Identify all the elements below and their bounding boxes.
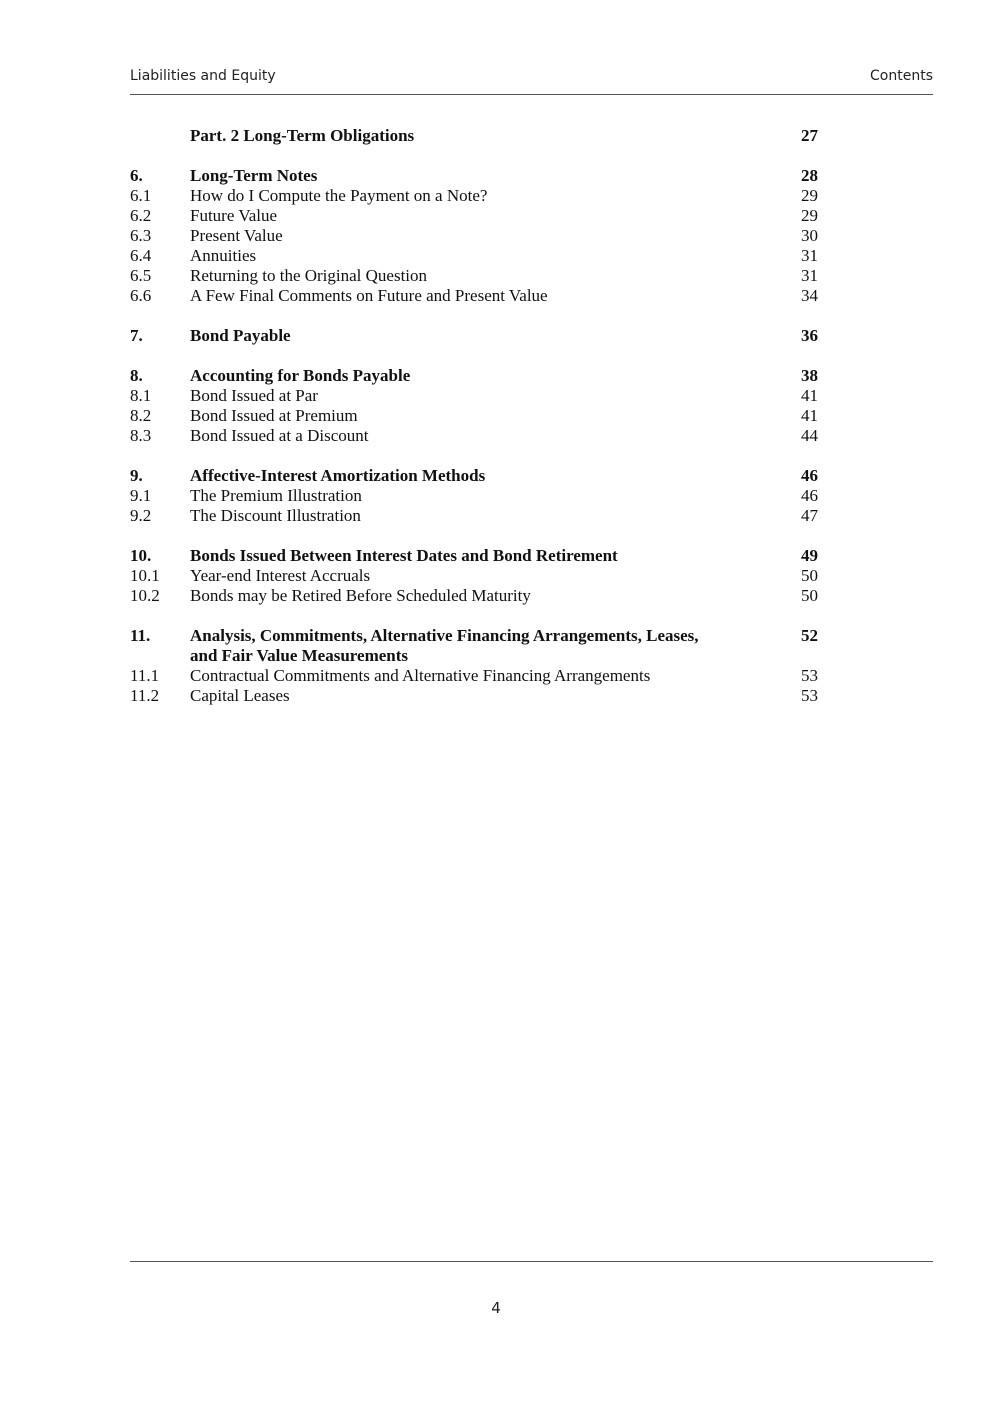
toc-entry-page: 46	[801, 466, 818, 485]
toc-entry-number: 8.3	[130, 426, 152, 445]
toc-entry-number: 11.2	[130, 686, 160, 705]
toc-section-entry[interactable]	[130, 506, 830, 526]
toc-entry-number: 9.1	[130, 486, 152, 505]
toc-entry-page: 31	[801, 246, 818, 265]
toc-entry-page: 50	[801, 586, 818, 605]
toc-section-entry[interactable]	[130, 486, 830, 506]
toc-entry-page: 36	[801, 326, 818, 345]
toc-entry-number: 10.	[130, 546, 152, 565]
toc-spacer	[130, 606, 830, 626]
toc-entry-page: 30	[801, 226, 818, 245]
toc-entry-page: 29	[801, 206, 818, 225]
toc-entry-title: Contractual Commitments and Alternative Financing Arrangements	[190, 666, 651, 685]
toc-entry-number: 6.2	[130, 206, 152, 225]
page-number: 4	[491, 1299, 501, 1317]
toc-chapter-entry[interactable]	[130, 466, 830, 486]
toc-entry-title: Long-Term Notes	[190, 166, 318, 185]
toc-section-entry[interactable]	[130, 566, 830, 586]
toc-entry-title: Present Value	[190, 226, 283, 245]
toc-section-entry[interactable]	[130, 206, 830, 226]
toc-section-entry[interactable]	[130, 266, 830, 286]
toc-entry-number: 6.6	[130, 286, 152, 305]
toc-entry-title: Bonds may be Retired Before Scheduled Maturity	[190, 586, 531, 605]
toc-entry-title: Part. 2 Long-Term Obligations	[190, 126, 415, 145]
toc-section-entry[interactable]	[130, 406, 830, 426]
toc-entry-number: 7.	[130, 326, 143, 345]
running-head-title: Liabilities and Equity	[130, 68, 276, 84]
toc-part-entry[interactable]	[130, 126, 830, 146]
toc-section-entry[interactable]	[130, 586, 830, 606]
toc-spacer	[130, 526, 830, 546]
toc-entry-title: Accounting for Bonds Payable	[190, 366, 411, 385]
toc-entry-number: 11.	[130, 626, 151, 645]
toc-entry-title: The Premium Illustration	[190, 486, 362, 505]
toc-entry-number: 9.	[130, 466, 143, 485]
toc-entry-page: 31	[801, 266, 818, 285]
toc-section-entry[interactable]	[130, 286, 830, 306]
footer-divider	[130, 1261, 933, 1262]
toc-entry-page: 47	[801, 506, 818, 525]
toc-entry-number: 8.	[130, 366, 143, 385]
toc-section-entry[interactable]	[130, 246, 830, 266]
toc-entry-title: Bond Issued at a Discount	[190, 426, 369, 445]
toc-entry-page: 29	[801, 186, 818, 205]
table-of-contents	[130, 126, 830, 706]
toc-spacer	[130, 146, 830, 166]
page-header	[130, 66, 933, 95]
toc-entry-title: Bond Payable	[190, 326, 291, 345]
toc-entry-number: 6.3	[130, 226, 152, 245]
toc-entry-title: The Discount Illustration	[190, 506, 361, 525]
running-head-section: Contents	[870, 68, 933, 84]
toc-chapter-entry[interactable]	[130, 546, 830, 566]
toc-entry-number: 9.2	[130, 506, 152, 525]
toc-entry-number: 8.1	[130, 386, 152, 405]
toc-entry-title: How do I Compute the Payment on a Note?	[190, 186, 488, 205]
toc-entry-number: 10.2	[130, 586, 160, 605]
toc-entry-number: 6.	[130, 166, 143, 185]
toc-entry-title: A Few Final Comments on Future and Present Value	[190, 286, 548, 305]
toc-entry-page: 28	[801, 166, 818, 185]
toc-section-entry[interactable]	[130, 686, 830, 706]
toc-spacer	[130, 446, 830, 466]
toc-section-entry[interactable]	[130, 386, 830, 406]
toc-entry-title: Annuities	[190, 246, 257, 265]
toc-entry-title: Capital Leases	[190, 686, 290, 705]
toc-chapter-entry[interactable]	[130, 326, 830, 346]
toc-entry-title: Bonds Issued Between Interest Dates and Bond Retirement	[190, 546, 618, 565]
toc-entry-page: 49	[801, 546, 818, 565]
toc-entry-page: 46	[801, 486, 818, 505]
toc-spacer	[130, 346, 830, 366]
toc-entry-number: 11.1	[130, 666, 160, 685]
toc-entry-number: 6.4	[130, 246, 152, 265]
toc-spacer	[130, 306, 830, 326]
toc-entry-page: 38	[801, 366, 818, 385]
toc-entry-number: 8.2	[130, 406, 152, 425]
toc-entry-page: 41	[801, 406, 818, 425]
toc-section-entry[interactable]	[130, 426, 830, 446]
toc-entry-number: 6.5	[130, 266, 152, 285]
toc-entry-title: Future Value	[190, 206, 278, 225]
toc-entry-title: Returning to the Original Question	[190, 266, 428, 285]
toc-entry-title: Bond Issued at Par	[190, 386, 318, 405]
toc-chapter-entry[interactable]	[130, 166, 830, 186]
toc-section-entry[interactable]	[130, 186, 830, 206]
toc-section-entry[interactable]	[130, 666, 830, 686]
toc-section-entry[interactable]	[130, 226, 830, 246]
toc-entry-page: 50	[801, 566, 818, 585]
toc-entry-title: Year-end Interest Accruals	[190, 566, 371, 585]
toc-entry-page: 53	[801, 666, 818, 685]
toc-entry-page: 53	[801, 686, 818, 705]
toc-entry-number: 10.1	[130, 566, 160, 585]
toc-entry-title: Bond Issued at Premium	[190, 406, 358, 425]
toc-chapter-entry[interactable]	[130, 366, 830, 386]
toc-entry-page: 34	[801, 286, 818, 305]
toc-entry-page: 52	[801, 626, 818, 645]
toc-entry-number: 6.1	[130, 186, 152, 205]
toc-chapter-entry[interactable]	[130, 626, 830, 666]
toc-entry-title: Affective-Interest Amortization Methods	[190, 466, 486, 485]
toc-entry-page: 27	[801, 126, 818, 145]
toc-entry-page: 41	[801, 386, 818, 405]
toc-entry-title: Analysis, Commitments, Alternative Financing Arrangements, Leases, and Fair Value Measurements	[190, 626, 699, 665]
toc-entry-page: 44	[801, 426, 818, 445]
